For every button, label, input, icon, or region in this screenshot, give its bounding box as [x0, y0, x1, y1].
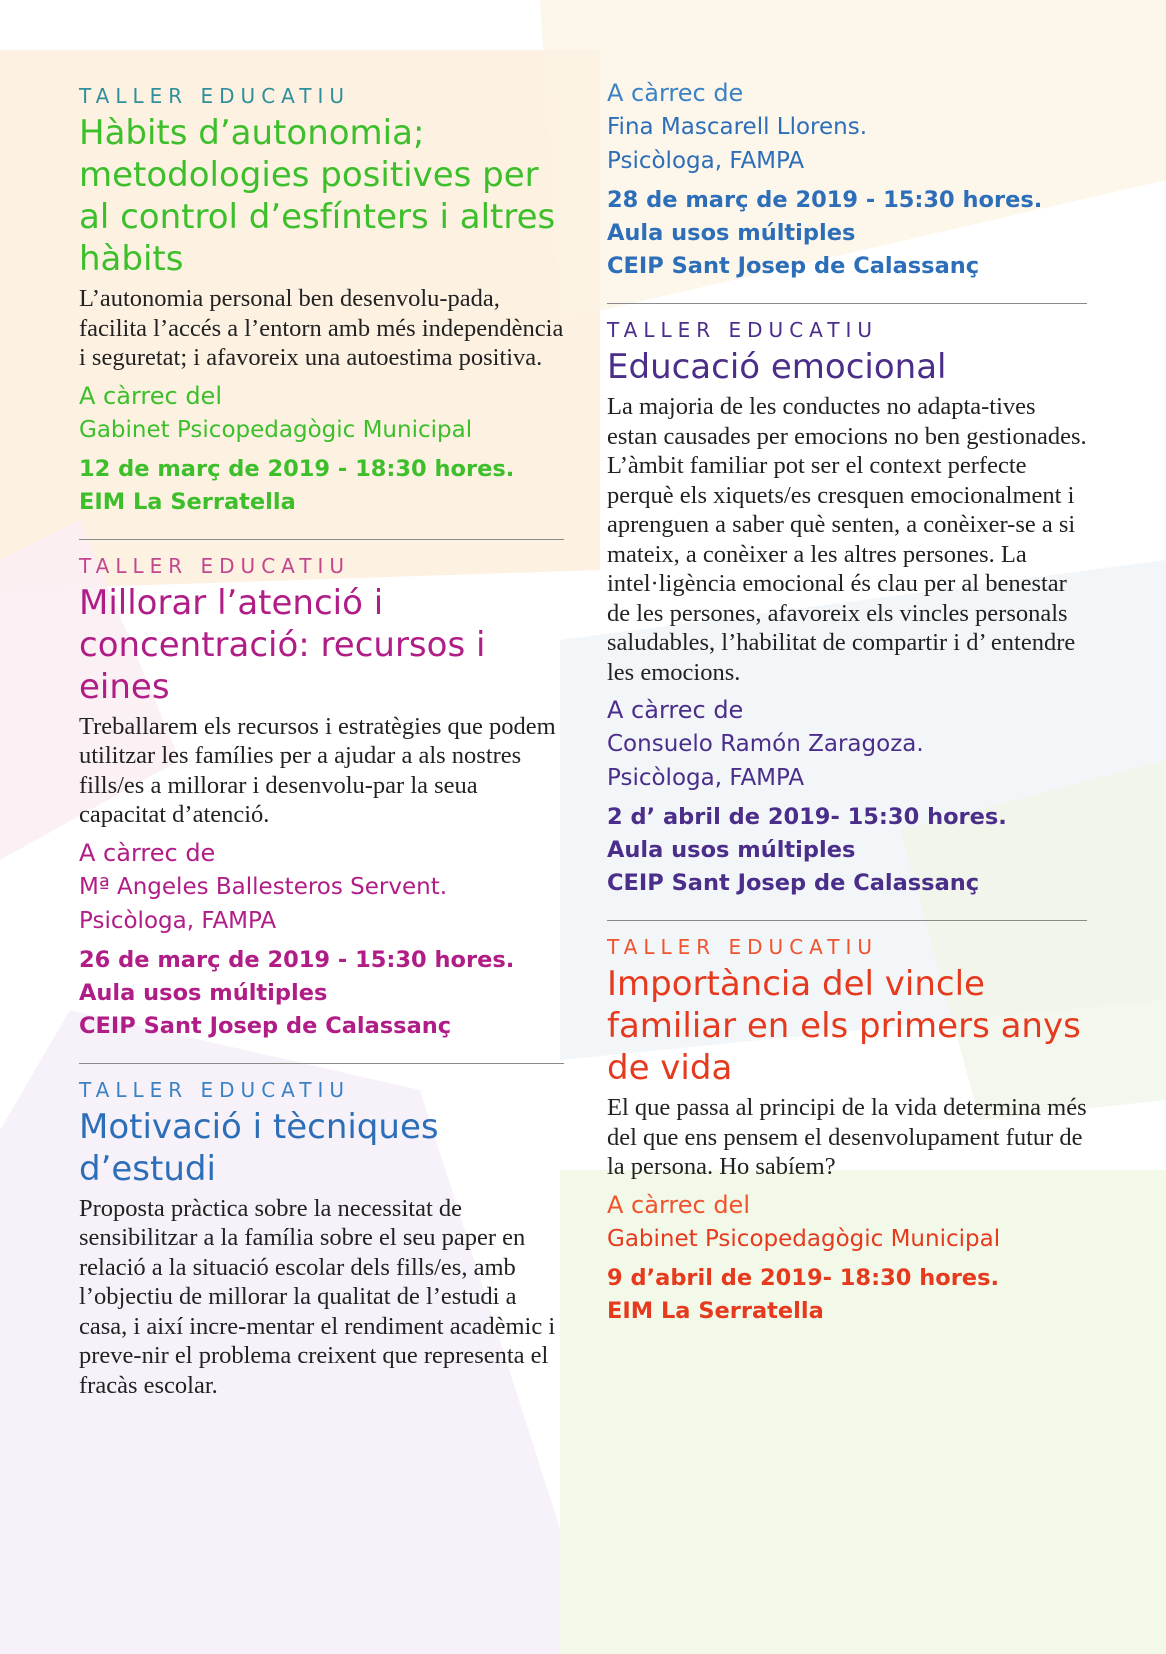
presenter-role: Psicòloga, FAMPA: [79, 907, 277, 934]
workshop-eyebrow: TALLER EDUCATIU: [607, 935, 879, 959]
workshop-eyebrow: TALLER EDUCATIU: [607, 318, 879, 342]
presenter-label: A càrrec de: [607, 696, 744, 724]
presenter-name: Fina Mascarell Llorens.: [607, 114, 868, 140]
workshop-title: Hàbits d’autonomia; metodologies positives per al control d’esfínters i altres hàbits: [79, 113, 556, 279]
workshop-eyebrow: TALLER EDUCATIU: [79, 84, 351, 108]
workshop-room: Aula usos múltiples: [79, 979, 328, 1006]
workshop-date: 26 de març de 2019 - 15:30 hores.: [79, 946, 515, 973]
workshop-description: La majoria de les conductes no adapta-tives estan causades per emocions no ben gestionades. L’àmbit familiar pot ser el context perfecte perquè els xiquets/es cresquen emocionalment i aprenguen a saber què senten, a conèixer-se a si mateix, a conèixer a les altres persones. La intel·ligència emocional és clau per al benestar de les persones, afavoreix els vincles personals saludables, l’habilitat de compartir i d’ entendre les emocions.: [607, 393, 1087, 686]
workshop-room: Aula usos múltiples: [607, 837, 856, 863]
workshop-description: El que passa al principi de la vida determina més del que ens pensem el desenvolupament futur de la persona. Ho sabíem?: [607, 1094, 1087, 1180]
presenter-label: A càrrec del: [607, 1190, 750, 1219]
divider: [607, 303, 1087, 304]
presenter-role: Psicòloga, FAMPA: [607, 765, 805, 791]
workshop-date: 28 de març de 2019 - 15:30 hores.: [607, 187, 1043, 213]
workshop-title: Importància del vincle familiar en els primers anys de vida: [607, 964, 1081, 1088]
presenter-name: Mª Angeles Ballesteros Servent.: [79, 873, 448, 900]
workshop-place: CEIP Sant Josep de Calassanç: [79, 1012, 452, 1039]
workshop-date: 9 d’abril de 2019- 18:30 hores.: [607, 1264, 1000, 1291]
presenter-name: Consuelo Ramón Zaragoza.: [607, 731, 924, 757]
workshop-title: Educació emocional: [607, 347, 947, 387]
workshop-place: CEIP Sant Josep de Calassanç: [607, 870, 980, 896]
workshop-title: Millorar l’atenció i concentració: recursos i eines: [79, 582, 486, 707]
presenter-label: A càrrec de: [79, 838, 216, 867]
workshop-description: Treballarem els recursos i estratègies que podem utilitzar les famílies per a ajudar a als nostres fills/es a millorar i desenvolu-par la seua capacitat d’atenció.: [79, 712, 556, 828]
workshop-eyebrow: TALLER EDUCATIU: [79, 553, 351, 578]
workshop-motivation-details: [607, 76, 1087, 295]
divider: [607, 920, 1087, 921]
presenter-label: A càrrec de: [607, 79, 744, 107]
divider: [79, 1063, 564, 1064]
workshop-family-bond: [607, 933, 1087, 1340]
workshop-place: EIM La Serratella: [79, 488, 296, 515]
workshop-description: L’autonomia personal ben desenvolu-pada, facilita l’accés a l’entorn amb més independència i seguretat; i afavoreix una autoestima positiva.: [79, 285, 564, 371]
workshop-title: Motivació i tècniques d’estudi: [79, 1106, 439, 1189]
workshop-emotional: [607, 316, 1087, 912]
presenter-role: Psicòloga, FAMPA: [607, 148, 805, 174]
workshop-place: CEIP Sant Josep de Calassanç: [607, 253, 980, 279]
workshop-eyebrow: TALLER EDUCATIU: [79, 1077, 351, 1102]
workshop-room: Aula usos múltiples: [607, 220, 856, 246]
right-column: [607, 79, 1087, 1340]
workshop-place: EIM La Serratella: [607, 1297, 824, 1324]
workshop-description: Proposta pràctica sobre la necessitat de sensibilitzar a la família sobre el seu paper en relació a la situació escolar dels fills/es, amb l’objectiu de millorar la qualitat de l’estudi a casa, i així incre-mentar el rendiment acadèmic i preve-nir el problema creixent que representa el fracàs escolar.: [79, 1194, 556, 1399]
presenter-label: A càrrec del: [79, 381, 222, 410]
workshop-attention: [79, 552, 564, 1055]
presenter-name: Gabinet Psicopedagògic Municipal: [79, 416, 473, 443]
workshop-motivation: [79, 1076, 564, 1419]
workshop-autonomy: [79, 82, 564, 531]
left-column: [79, 82, 564, 1418]
workshop-date: 2 d’ abril de 2019- 15:30 hores.: [607, 804, 1007, 830]
presenter-name: Gabinet Psicopedagògic Municipal: [607, 1225, 1001, 1252]
divider: [79, 539, 564, 540]
workshop-date: 12 de març de 2019 - 18:30 hores.: [79, 455, 515, 482]
